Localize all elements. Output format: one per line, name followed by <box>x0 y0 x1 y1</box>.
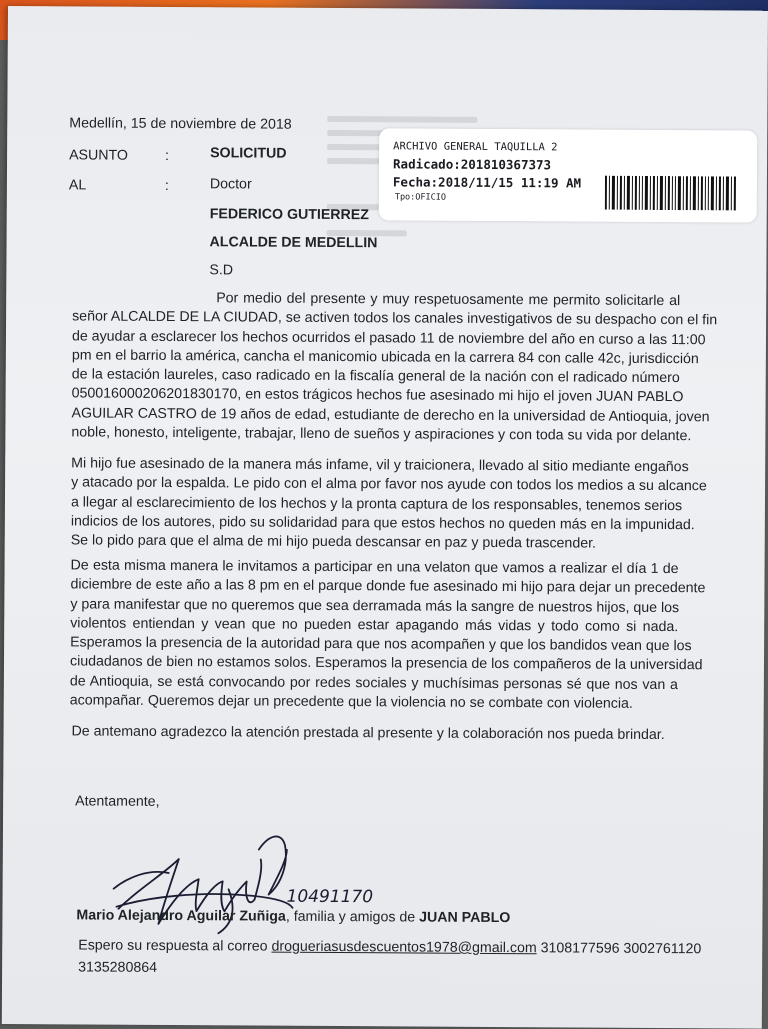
recipient-title: ALCALDE DE MEDELLIN <box>209 234 378 252</box>
signer-name: Mario Alejandro Aguilar Zuñiga <box>76 907 286 925</box>
place-date: Medellín, 15 de noviembre de 2018 <box>69 115 292 133</box>
signer-line <box>76 906 510 928</box>
recipient-name: FEDERICO GUTIERREZ <box>209 206 370 224</box>
paragraph-line: de la estación laureles, caso radicado en la fiscalía general de la nación con el radicado número <box>71 366 680 387</box>
paragraph-line: diciembre de este año a las 8 pm en el parque donde fue asesinado mi hijo para dejar un precedente <box>70 576 706 597</box>
contact-prefix: Espero su respuesta al correo <box>78 937 272 955</box>
al-value: Doctor <box>209 176 252 193</box>
letter-page <box>2 6 768 1029</box>
asunto-colon: : <box>165 147 170 164</box>
signer-suffix-bold: JUAN PABLO <box>419 909 511 927</box>
paragraph-line: pm en el barrio la américa, cancha el manicomio ubicada en la carrera 84 con calle 42c, jurisdicción <box>71 347 699 368</box>
stamp-tipo: Tpo:OFICIO <box>394 192 447 203</box>
filing-stamp-label <box>379 128 758 222</box>
paragraph-line: AGUILAR CASTRO de 19 años de edad, estudiante de derecho en la universidad de Antioquia, joven <box>71 405 710 426</box>
paragraph-line: acompañar. Queremos dejar un precedente que la violencia no se combate con violencia. <box>69 692 633 712</box>
al-label: AL <box>68 177 87 194</box>
al-colon: : <box>164 177 169 194</box>
paragraph-line: Por medio del presente y muy respetuosamente me permito solicitarle al <box>216 290 681 310</box>
paragraph-line: Se lo pido para que el alma de mi hijo pueda descansar en paz y pueda trascender. <box>70 532 597 552</box>
paragraph-line: y para manifestar que no queremos que sea derramada más la sangre de nuestros hijos, que los <box>70 595 680 616</box>
paragraph-line: Esperamos la presencia de la autoridad para que nos acompañen y que los bandidos vean que los <box>70 634 692 655</box>
phones-line-2: 3135280864 <box>78 959 158 976</box>
paragraph-line: y atacado por la espalda. Le pido con el alma por favor nos ayude con todos los medios a su alcance <box>71 474 707 495</box>
paragraph-line: de Antioquia, se está convocando por redes sociales y muchísimas personas sé que nos van a <box>69 673 678 693</box>
paragraph-line: señor ALCALDE DE LA CIUDAD, se activen todos los canales investigativos de su despacho con el fin <box>72 308 718 329</box>
salutation: S.D <box>209 262 234 279</box>
paragraph-line: ciudadanos de bien no estamos solos. Esperamos la presencia de los compañeros de la universidad <box>69 653 703 674</box>
handwritten-id: 10491170 <box>286 886 374 908</box>
asunto-value: SOLICITUD <box>210 145 287 162</box>
paragraph-line: violentos entiendan y vean que no pueden estar apagando más vidas y todo como si nada. <box>70 615 679 635</box>
paragraph-4: De antemano agradezco la atención prestada al presente y la colaboración nos pueda brindar. <box>71 723 665 744</box>
stamp-radicado: Radicado:201810367373 <box>392 156 552 173</box>
contact-line <box>78 936 701 959</box>
paragraph-2 <box>70 454 707 554</box>
paragraph-line: indicios de los autores, pido su solidaridad para que estos hechos no queden más en la impunidad. <box>70 513 695 534</box>
paragraph-line: a llegar al esclarecimiento de los hechos y la pronta captura de los responsables, tenemos serios <box>70 493 683 514</box>
farewell: Atentamente, <box>75 793 160 810</box>
paragraph-line: Mi hijo fue asesinado de la manera más infame, vil y traicionera, llevado al sitio mediante engaños <box>71 455 689 476</box>
paragraph-1 <box>71 288 718 446</box>
paragraph-line: De esta misma manera le invitamos a participar en una velaton que vamos a realizar el día 1 de <box>70 557 679 578</box>
barcode-icon <box>605 176 737 211</box>
email-link[interactable]: drogueriasusdescuentos1978@gmail.com <box>271 938 537 957</box>
paragraph-line: 050016000206201830170, en estos trágicos hechos fue asesinado mi hijo el joven JUAN PABLO <box>71 385 684 406</box>
asunto-label: ASUNTO <box>69 147 129 164</box>
stamp-office: ARCHIVO GENERAL TAQUILLA 2 <box>393 140 558 154</box>
paragraph-line: noble, honesto, inteligente, trabajar, lleno de sueños y aspiraciones y con toda su vida por delante. <box>71 424 692 445</box>
phones: 3108177596 3002761120 <box>536 940 702 958</box>
paragraph-line: de ayudar a esclarecer los hechos ocurridos el pasado 11 de noviembre del año en curso a las 11:00 <box>71 327 706 348</box>
signer-suffix: , familia y amigos de <box>285 908 420 926</box>
paragraph-3 <box>69 556 706 714</box>
stamp-fecha: Fecha:2018/11/15 11:19 AM <box>392 174 582 191</box>
